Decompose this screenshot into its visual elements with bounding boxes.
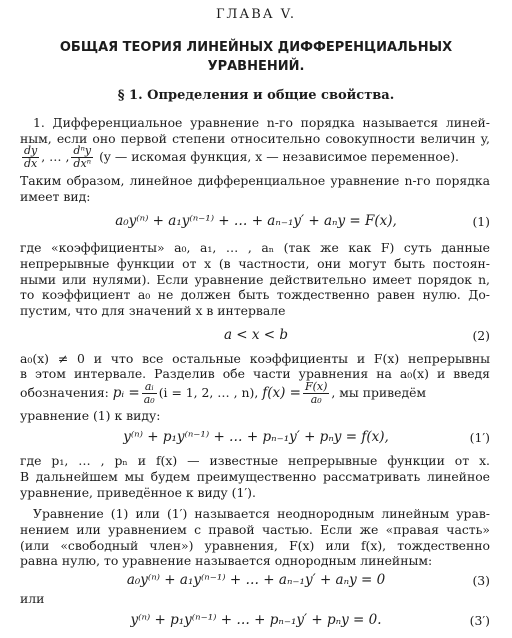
chapter-title-line-1: ОБЩАЯ ТЕОРИЯ ЛИНЕЙНЫХ ДИФФЕРЕНЦИАЛЬНЫХ [59, 40, 453, 56]
chapter-heading: ГЛАВА V. [215, 6, 297, 22]
text-fragment: обозначения: [20, 385, 109, 401]
f-label: f(x) = [262, 385, 301, 402]
fraction-ai-a0: $\frac{\text{aᵢ}}{\text{a₀}}$ [143, 380, 155, 407]
pi-label: pᵢ = [112, 385, 140, 402]
text-line: нением или уравнением с правой частью. Если же «правая часть» [20, 521, 490, 537]
text-line: в этом интервале. Разделив обе части уравнения на a₀(x) и введя [20, 366, 490, 382]
text-fragment: (i = 1, 2, … , n), [158, 385, 259, 401]
text-line: (или «свободный член») уравнения, F(x) или f(x), тождественно [20, 537, 490, 553]
text-line: ными или нулями). Если уравнение действительно имеет порядок n, [20, 271, 490, 287]
equation-number: (3) [472, 573, 490, 588]
fraction-dny-dxn: $\frac{\text{dⁿy}}{\text{dxⁿ}}$ [73, 144, 92, 171]
text-line: уравнение (1) к виду: [20, 408, 161, 424]
fraction-Fx-a0: $\frac{F(x)}{\text{a₀}}$ [304, 380, 328, 407]
equation-3-prime: y⁽ⁿ⁾ + p₁y⁽ⁿ⁻¹⁾ + … + pₙ₋₁y′ + pₙy = 0. [130, 612, 382, 628]
chapter-title-line-2: УРАВНЕНИЙ. [207, 58, 305, 74]
text-line: пустим, что для значений x в интервале [20, 303, 286, 319]
text-line: где p₁, … , pₙ и f(x) — известные непрерывные функции от x. [20, 452, 490, 468]
derivative-line [20, 145, 490, 170]
section-heading: § 1. Определения и общие свойства. [117, 88, 395, 104]
text-line: непрерывные функции от x (в частности, они могут быть постоян- [20, 255, 490, 271]
text-line: равна нулю, то уравнение называется однородным линейным: [20, 553, 433, 569]
text-line: уравнение, приведённое к виду (1′). [20, 484, 256, 500]
equation-number: (3′) [469, 613, 490, 628]
text-line: ным, если оно первой степени относительно совокупности величин y, [20, 131, 490, 147]
equation-number: (1) [472, 213, 490, 229]
text-line: 1. Дифференциальное уравнение n-го порядка называется линей- [33, 115, 490, 131]
equation-number: (2) [472, 328, 490, 344]
text-line: то коэффициент a₀ не должен быть тождественно равен нулю. До- [20, 287, 490, 303]
fraction-dy-dx: $\frac{dy}{dx}$ [24, 144, 38, 171]
equation-1-prime: y⁽ⁿ⁾ + p₁y⁽ⁿ⁻¹⁾ + … + pₙ₋₁y′ + pₙy = f(x), [123, 428, 389, 445]
text-line: В дальнейшем мы будем преимущественно рассматривать линейное [20, 468, 490, 484]
text-line: имеет вид: [20, 188, 91, 204]
equation-1: a₀y⁽ⁿ⁾ + a₁y⁽ⁿ⁻¹⁾ + … + aₙ₋₁y′ + aₙy = F(x), [115, 212, 397, 229]
equation-2: a < x < b [223, 327, 289, 344]
equation-number: (1′) [469, 429, 490, 445]
text-line: где «коэффициенты» a₀, a₁, … , aₙ (так же как F) суть данные [20, 240, 490, 255]
text-line: a₀(x) ≠ 0 и что все остальные коэффициенты и F(x) непрерывны [20, 350, 490, 366]
text-line: Уравнение (1) или (1′) называется неоднородным линейным урав- [33, 505, 490, 521]
or-word: или [20, 591, 45, 606]
text-line: Таким образом, линейное дифференциальное уравнение n-го порядка [20, 173, 490, 189]
ellipsis: , … , [41, 149, 70, 165]
text-fragment: , мы приведём [331, 385, 427, 401]
notation-line [20, 381, 490, 406]
equation-3: a₀y⁽ⁿ⁾ + a₁y⁽ⁿ⁻¹⁾ + … + aₙ₋₁y′ + aₙy = 0 [126, 572, 386, 588]
text-line: (y — искомая функция, x — независимое переменное). [99, 149, 459, 165]
